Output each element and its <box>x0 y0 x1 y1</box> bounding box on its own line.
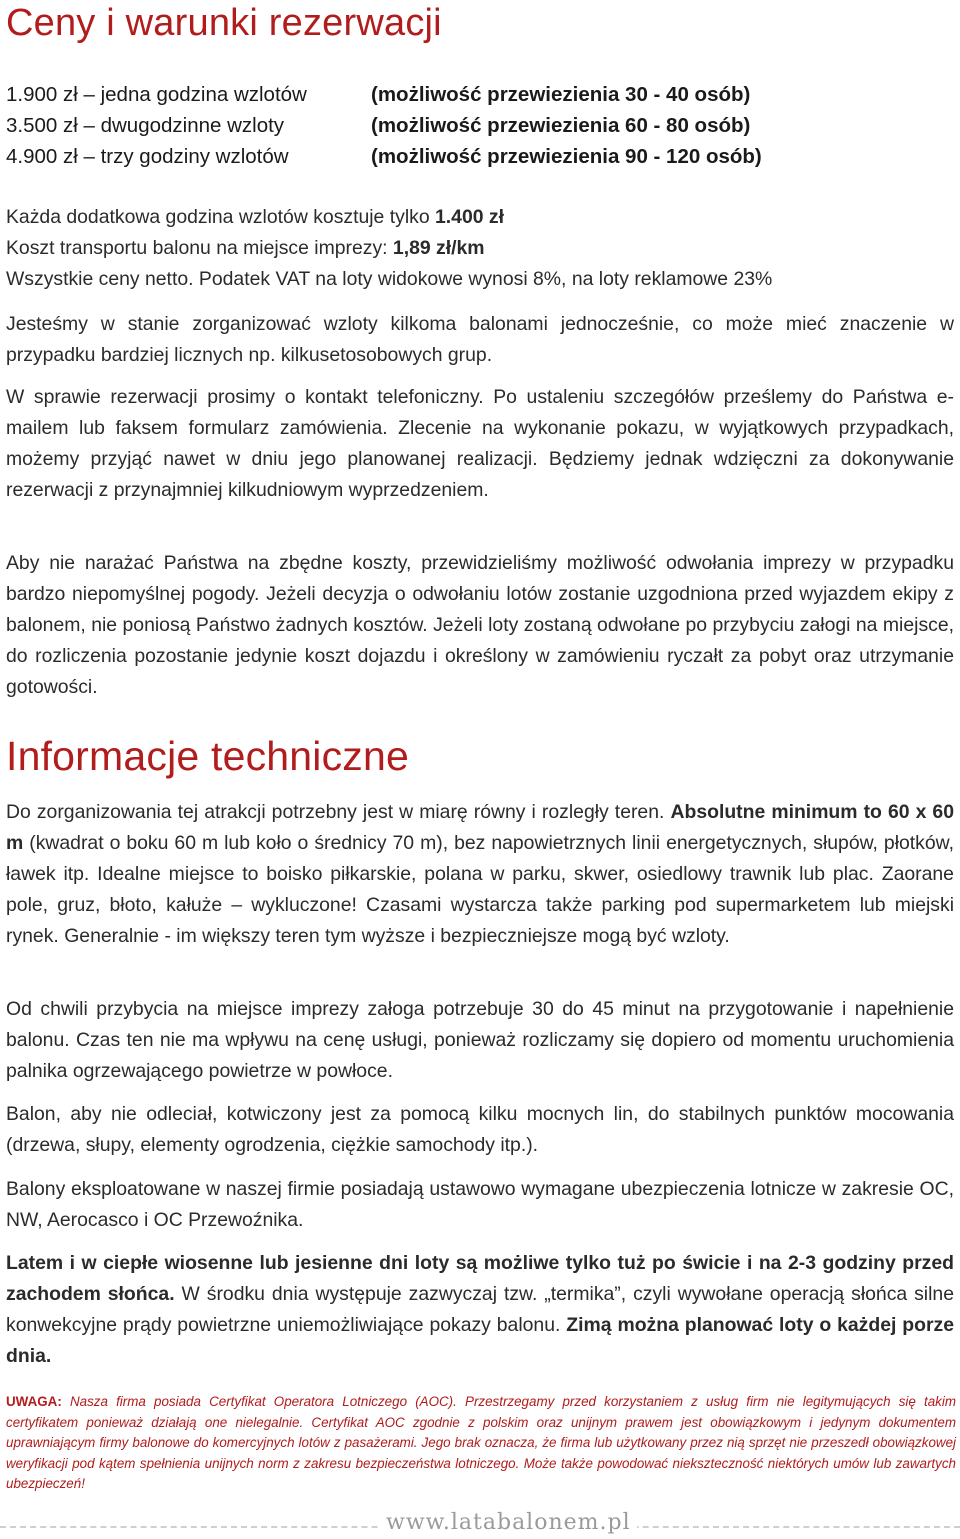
cancel-text-1: Aby nie narażać Państwa na zbędne koszty, przewidzieliśmy możliwość odwołania imprezy w przypadku bardzo niepomyślnej pogody. <box>6 552 954 605</box>
prep-text-1: Od chwili przybycia na miejsce imprezy załoga potrzebuje 30 do 45 minut na przygotowanie i napełnienie balonu. <box>6 998 954 1051</box>
extra-hour-text: Każda dodatkowa godzina wzlotów kosztuje tylko <box>6 206 435 228</box>
anchoring-paragraph: Balon, aby nie odleciał, kotwiczony jest za pomocą kilku mocnych lin, do stabilnych punktów mocowania (drzewa, słupy, elementy ogrodzenia, ciężkie samochody itp.). <box>6 1103 954 1156</box>
footer-url[interactable]: www.latabalonem.pl <box>380 1510 637 1535</box>
transport-line <box>6 233 954 264</box>
contact-text-2: Po ustaleniu szczegółów prześlemy do Państwa e-mailem lub faksem formularz zamówienia. <box>6 386 954 439</box>
price-capacity: (możliwość przewiezienia 30 - 40 osób) <box>371 83 751 106</box>
warning-label: UWAGA: <box>6 1394 62 1409</box>
cancel-text-2: Jeżeli decyzja o odwołaniu lotów zostanie uzgodniona przed wyjazdem ekipy z balonem, nie poniosą Państwo żadnych kosztów. <box>6 583 954 636</box>
contact-text-3: Zlecenie na wykonanie pokazu, w wyjątkowych przypadkach, możemy przyjąć nawet w dniu jego planowanej realizacji. <box>6 417 954 470</box>
terrain-text-3: Idealne miejsce to boisko piłkarskie, polana w parku, skwer, osiedlowy trawnik lub plac. <box>89 863 874 885</box>
contact-text-4: Będziemy jednak wdzięczni za dokonywanie rezerwacji z przynajmniej kilkudniowym wyprzedzeniem. <box>6 448 954 501</box>
pricing-details <box>6 202 954 295</box>
price-list <box>6 79 762 172</box>
transport-price: 1,89 zł/km <box>392 237 485 259</box>
netto-text: Wszystkie ceny netto. <box>6 268 194 290</box>
extra-hour-line <box>6 202 954 233</box>
technical-title: Informacje techniczne <box>6 733 410 779</box>
multi-balloon-paragraph: Jesteśmy w stanie zorganizować wzloty kilkoma balonami jednocześnie, co może mieć znaczenie w przypadku bardziej licznych np. kilkusetosobowych grup. <box>6 313 954 366</box>
vat-text: Podatek VAT na loty widokowe wynosi 8%, na loty reklamowe 23% <box>193 268 773 290</box>
terrain-minimum: Absolutne minimum to 60 x 60 m <box>6 801 954 854</box>
contact-text-1: W sprawie rezerwacji prosimy o kontakt telefoniczny. <box>6 386 484 408</box>
price-label: 4.900 zł – trzy godziny wzlotów <box>6 145 289 168</box>
cancel-text-3: Jeżeli loty zostaną odwołane po przybyciu załogi na miejsce, do rozliczenia pozostanie jedynie koszt dojazdu i określony w zamówieniu ryczałt za pobyt oraz utrzymanie gotowości. <box>6 614 955 698</box>
price-label: 3.500 zł – dwugodzinne wzloty <box>6 114 285 137</box>
aoc-warning <box>6 1392 956 1495</box>
winter-bold: Zimą można planować loty o każdej porze dnia. <box>6 1314 954 1367</box>
contact-paragraph <box>6 382 954 506</box>
price-label: 1.900 zł – jedna godzina wzlotów <box>6 83 307 106</box>
terrain-text-1: Do zorganizowania tej atrakcji potrzebny jest w miarę równy i rozległy teren. <box>6 801 671 823</box>
terrain-text-2: (kwadrat o boku 60 m lub koło o średnicy 70 m), bez napowietrznych linii energetycznych, słupów, płotków, ławek itp. <box>6 832 954 885</box>
season-bold: Latem i w ciepłe wiosenne lub jesienne dni loty są możliwe tylko tuż po świcie i na 2-3 godziny przed zachodem słońca. <box>6 1252 954 1305</box>
terrain-text-4: Zaorane pole, gruz, błoto, kałuże – wykluczone! Czasami wystarcza także parking pod supermarketem lub miejski rynek. <box>6 863 954 947</box>
season-text: W środku dnia występuje zazwyczaj tzw. „termika”, czyli wywołane operacją słońca silne konwekcyjne prądy powietrzne uniemożliwiające pokazy balonu. <box>6 1283 954 1336</box>
price-row <box>6 79 762 110</box>
pricing-title: Ceny i warunki rezerwacji <box>6 2 442 44</box>
cancellation-paragraph <box>6 548 954 703</box>
prep-text-2: Czas ten nie ma wpływu na cenę usługi, ponieważ rozliczamy się dopiero od momentu uruchomienia palnika ogrzewającego powietrze w powłoce. <box>6 1029 954 1082</box>
preparation-paragraph <box>6 994 954 1087</box>
insurance-paragraph: Balony eksploatowane w naszej firmie posiadają ustawowo wymagane ubezpieczenia lotnicze w zakresie OC, NW, Aerocasco i OC Przewoźnika. <box>6 1178 954 1231</box>
price-capacity: (możliwość przewiezienia 90 - 120 osób) <box>371 145 762 168</box>
price-row <box>6 141 762 172</box>
warning-text: Nasza firma posiada Certyfikat Operatora Lotniczego (AOC). Przestrzegamy przed korzystaniem z usług firm nie legitymujących się takim certyfikatem ponieważ działają one nielegalnie. Certyfikat AOC zgodnie z polskim oraz unijnym prawem jest obowiązkowym i jedynym dokumentem uprawniającym firmy balonowe do komercyjnych lotów z pasażerami. Jego brak oznacza, że firma lub użytkowany przez nią sprzęt nie przeszedł obowiązkowej weryfikacji pod kątem spełnienia unijnych norm z zakresu bezpieczeństwa lotniczego. Może także powodować niekszteczność niektórych umów lub zawartych ubezpieczeń! <box>6 1394 956 1492</box>
season-paragraph <box>6 1248 954 1372</box>
extra-hour-price: 1.400 zł <box>435 206 504 228</box>
price-row <box>6 110 762 141</box>
terrain-text-5: Generalnie - im większy teren tym wyższe i bezpieczniejsze mogą być wzloty. <box>58 925 730 947</box>
transport-text: Koszt transportu balonu na miejsce imprezy: <box>6 237 393 259</box>
price-capacity: (możliwość przewiezienia 60 - 80 osób) <box>371 114 751 137</box>
terrain-paragraph <box>6 797 954 952</box>
page-footer <box>0 1508 960 1539</box>
vat-line <box>6 264 954 295</box>
